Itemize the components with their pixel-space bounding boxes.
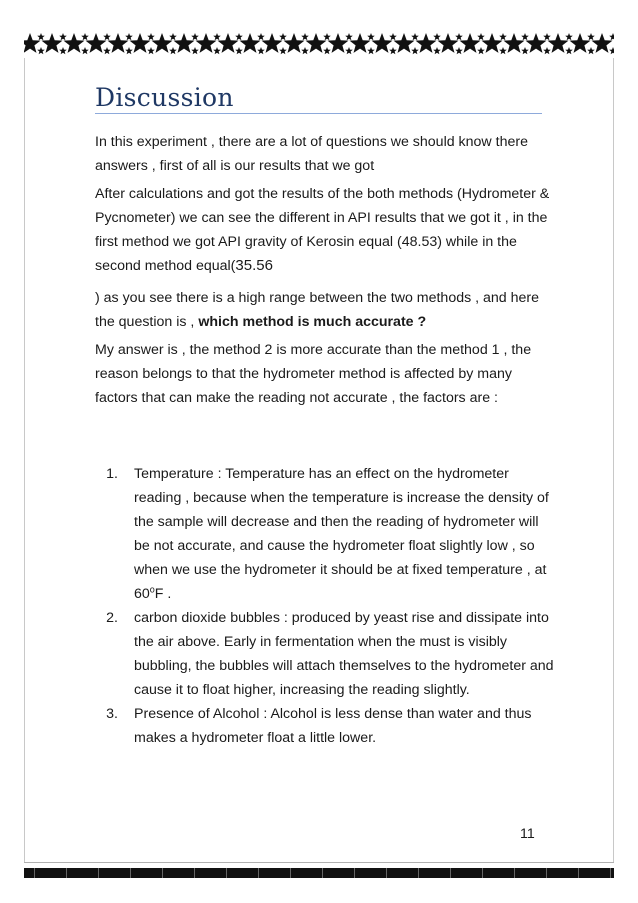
star-icon — [301, 33, 309, 40]
star-icon — [59, 33, 67, 40]
paragraph-intro: In this experiment , there are a lot of questions we should know there answers , first of all is our results that we got — [95, 134, 528, 174]
star-icon — [191, 47, 199, 54]
star-icon — [433, 33, 441, 40]
list-number: 1. — [106, 466, 118, 482]
star-icon — [587, 47, 595, 54]
star-icon — [257, 47, 265, 54]
star-icon — [147, 47, 155, 54]
band-notch — [34, 868, 35, 878]
band-notch — [162, 868, 163, 878]
band-notch — [194, 868, 195, 878]
star-icon — [235, 33, 243, 40]
star-icon — [257, 33, 265, 40]
paragraph-results-text: After calculations and got the results of the both methods (Hydrometer & Pycnometer) we can see the different in API results that we got it , in the first method we got API gravity of Kerosin equal (48.53) while in the second method equal( — [95, 186, 550, 274]
star-icon — [367, 33, 375, 40]
star-icon — [411, 33, 419, 40]
star-icon — [543, 47, 551, 54]
band-notch — [482, 868, 483, 878]
star-icon — [103, 47, 111, 54]
bottom-border-band — [24, 868, 614, 878]
band-notch — [66, 868, 67, 878]
star-icon — [521, 47, 529, 54]
star-icon — [279, 33, 287, 40]
star-icon — [565, 33, 573, 40]
star-icon — [279, 47, 287, 54]
bottom-rule — [24, 862, 614, 863]
star-icon — [213, 47, 221, 54]
list-item-text: Temperature : Temperature has an effect on the hydrometer reading , because when the temperature is increase the density of the sample will decrease and then the reading of hydrometer will be not accurate, and cause the hydrometer float slightly low , so when we use the hydrometer it should be at fixed temperature , at 60 — [134, 466, 549, 602]
band-notch — [258, 868, 259, 878]
band-notch — [418, 868, 419, 878]
heading-underline — [95, 113, 542, 114]
star-icon — [499, 33, 507, 40]
star-icon — [125, 47, 133, 54]
star-icon — [345, 33, 353, 40]
star-icon — [433, 47, 441, 54]
star-icon — [81, 33, 89, 40]
star-icon — [367, 47, 375, 54]
band-notch — [354, 868, 355, 878]
paragraph-question — [95, 286, 555, 334]
star-icon — [543, 33, 551, 40]
star-icon — [477, 47, 485, 54]
band-notch — [578, 868, 579, 878]
band-notch — [546, 868, 547, 878]
star-icon — [37, 33, 45, 40]
discussion-body — [95, 130, 555, 414]
page-number: 11 — [520, 826, 535, 842]
star-icon — [125, 33, 133, 40]
band-notch — [290, 868, 291, 878]
star-icon — [103, 33, 111, 40]
list-item — [106, 606, 555, 702]
star-icon — [389, 33, 397, 40]
paragraph-answer: My answer is , the method 2 is more accurate than the method 1 , the reason belongs to that the hydrometer method is affected by many factors that can make the reading not accurate , the factors are : — [95, 342, 532, 406]
star-icon — [389, 47, 397, 54]
band-notch — [610, 868, 611, 878]
degree-superscript: o — [149, 584, 155, 595]
band-notch — [226, 868, 227, 878]
list-number: 2. — [106, 610, 118, 626]
star-icon — [521, 33, 529, 40]
key-question: which method is much accurate ? — [198, 314, 427, 330]
list-item-text: Presence of Alcohol : Alcohol is less dense than water and thus makes a hydrometer float a little lower. — [134, 706, 532, 746]
star-icon — [59, 47, 67, 54]
star-icon — [323, 33, 331, 40]
star-icon — [587, 33, 595, 40]
star-icon — [609, 33, 614, 40]
paragraph-results — [95, 182, 555, 278]
star-icon — [169, 33, 177, 40]
star-icon — [609, 47, 614, 54]
star-icon — [169, 47, 177, 54]
star-icon — [301, 47, 309, 54]
list-number: 3. — [106, 706, 118, 722]
star-icon — [81, 47, 89, 54]
star-pattern-icon — [24, 30, 614, 58]
band-notch — [386, 868, 387, 878]
star-border-top — [24, 30, 614, 58]
star-icon — [191, 33, 199, 40]
paragraph-question-text: ) as you see there is a high range between the two methods , and here the question is , — [95, 290, 540, 330]
star-icon — [499, 47, 507, 54]
star-icon — [411, 47, 419, 54]
star-icon — [147, 33, 155, 40]
star-icon — [477, 33, 485, 40]
band-notch — [98, 868, 99, 878]
list-item — [106, 702, 555, 750]
list-item — [106, 462, 555, 606]
star-icon — [455, 33, 463, 40]
band-notch — [322, 868, 323, 878]
api-value: 35.56 — [235, 257, 273, 274]
star-icon — [37, 47, 45, 54]
star-icon — [323, 47, 331, 54]
list-item-text: carbon dioxide bubbles : produced by yeast rise and dissipate into the air above. Early in fermentation when the must is visibly bubbling, the bubbles will attach themselves to the hydrometer and cause it to float higher, increasing the reading slightly. — [134, 610, 554, 698]
factors-list — [106, 462, 555, 750]
star-icon — [455, 47, 463, 54]
section-heading: Discussion — [95, 83, 234, 112]
star-icon — [213, 33, 221, 40]
star-icon — [565, 47, 573, 54]
band-notch — [514, 868, 515, 878]
star-icon — [345, 47, 353, 54]
band-notch — [130, 868, 131, 878]
star-icon — [235, 47, 243, 54]
list-item-text-end: F . — [154, 586, 172, 602]
band-notch — [450, 868, 451, 878]
